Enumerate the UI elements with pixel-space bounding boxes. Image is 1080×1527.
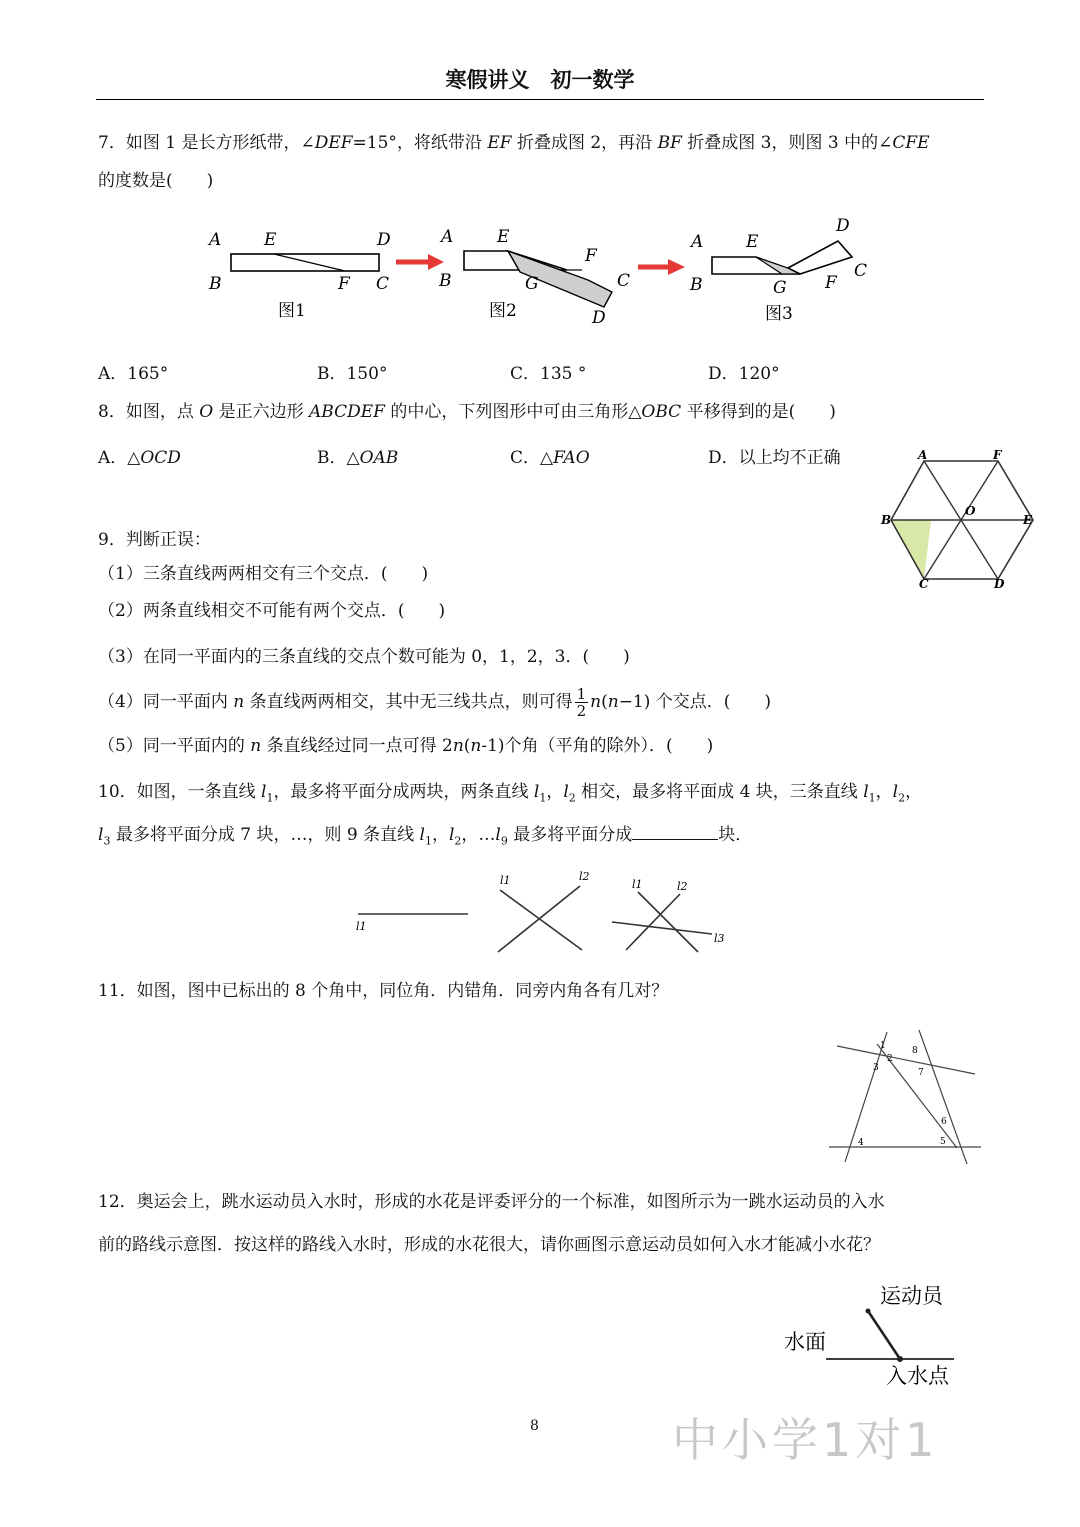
label-water-surface: 水面 <box>784 1330 826 1354</box>
svg-text:7: 7 <box>918 1068 924 1078</box>
fig3-caption: 图3 <box>765 304 793 324</box>
fig2-label-e: E <box>497 227 510 247</box>
arrow-icon <box>396 254 444 270</box>
header-divider <box>96 99 984 100</box>
q8-stem: 8．如图，点 O 是正六边形 ABCDEF 的中心，下列图形中可由三角形△OBC 平移得到的是( ) <box>98 402 836 422</box>
q8-hexagon-figure <box>876 446 1046 592</box>
q9-title: 9．判断正误： <box>98 530 211 550</box>
svg-text:l3: l3 <box>714 932 725 945</box>
fig3-label-c: C <box>854 261 868 281</box>
q9-item-3: （3）在同一平面内的三条直线的交点个数可能为 0，1，2，3．( ) <box>98 647 630 667</box>
fig3-label-g: G <box>773 278 787 298</box>
q12-dive-figure <box>778 1275 978 1395</box>
svg-text:2: 2 <box>887 1054 893 1064</box>
q12-line1: 12．奥运会上，跳水运动员入水时，形成的水花是评委评分的一个标准，如图所示为一跳水运动员的入水 <box>98 1192 885 1212</box>
answer-blank <box>632 823 718 840</box>
q7-option-a: A．165° <box>98 364 169 384</box>
fig2-label-d: D <box>592 308 606 328</box>
q9-item-1: （1）三条直线两两相交有三个交点．( ) <box>98 564 429 584</box>
q9-item-2: （2）两条直线相交不可能有两个交点．( ) <box>98 601 446 621</box>
q11-angles-figure <box>825 1020 985 1168</box>
q8-option-c: C．△FAO <box>510 448 590 468</box>
svg-text:l2: l2 <box>677 880 688 893</box>
svg-text:8: 8 <box>912 1046 918 1056</box>
q11-stem: 11．如图，图中已标出的 8 个角中，同位角．内错角．同旁内角各有几对？ <box>98 981 669 1001</box>
svg-text:D: D <box>994 577 1005 591</box>
label-entry-point: 入水点 <box>886 1364 949 1388</box>
q10-line2: $l_3$ 最多将平面分成 7 块，…，则 9 条直线 $l_1$，$l_2$，$\dots l_9$ 最多将平面分成 块． <box>98 825 753 848</box>
svg-text:4: 4 <box>858 1138 864 1148</box>
q8-option-a: A．△OCD <box>98 448 181 468</box>
q9-item-5: （5）同一平面内的 n 条直线经过同一点可得 2n(n-1)个角（平角的除外）．( ) <box>98 736 714 756</box>
q7-line2: 的度数是( ) <box>98 171 214 191</box>
fig2-label-c: C <box>617 271 631 291</box>
svg-text:l2: l2 <box>579 870 590 883</box>
fig3-label-f: F <box>825 273 837 293</box>
fig1-label-a: A <box>209 230 222 250</box>
svg-text:E: E <box>1023 513 1033 527</box>
fig1-caption: 图1 <box>278 301 306 321</box>
q10-lines-figure <box>350 864 740 956</box>
q7-figure-2 <box>438 227 630 328</box>
fig1-label-e: E <box>264 230 277 250</box>
svg-text:l1: l1 <box>632 878 643 891</box>
svg-text:l1: l1 <box>500 874 511 887</box>
page-number: 8 <box>530 1418 539 1434</box>
fig3-label-b: B <box>690 275 703 295</box>
fig2-label-f: F <box>585 246 597 266</box>
fig1-label-c: C <box>376 274 390 294</box>
fig2-label-b: B <box>439 271 452 291</box>
q7-figures <box>190 210 890 330</box>
q9-item-4: （4）同一平面内 n 条直线两两相交，其中无三线共点，则可得 $\frac{1}{2}$ n(n−1) 个交点．( ) <box>98 685 772 720</box>
watermark: 中小学1对1 <box>672 1413 939 1467</box>
q7-figure-3 <box>689 216 867 324</box>
arrow-icon <box>638 259 685 275</box>
fig1-label-d: D <box>377 230 391 250</box>
fraction-one-half: $\frac{1}{2}$ <box>576 685 587 720</box>
fig3-label-a: A <box>691 232 704 252</box>
svg-text:O: O <box>965 504 976 518</box>
fig1-label-f: F <box>338 274 350 294</box>
q7-figure-1 <box>207 230 391 321</box>
fig3-label-d: D <box>836 216 850 236</box>
fig1-label-b: B <box>209 274 222 294</box>
triangle-obc <box>891 520 931 579</box>
fig2-caption: 图2 <box>489 301 517 321</box>
q12-line2: 前的路线示意图．按这样的路线入水时，形成的水花很大，请你画图示意运动员如何入水才能减小水花？ <box>98 1235 880 1255</box>
q8-option-b: B．△OAB <box>317 448 399 468</box>
q7-option-c: C．135 ° <box>510 364 587 384</box>
svg-text:5: 5 <box>940 1137 946 1147</box>
q10-line1: 10．如图，一条直线 $l_1$，最多将平面分成两块，两条直线 $l_1$，$l_2$ 相交，最多将平面成 4 块，三条直线 $l_1$，$l_2$， <box>98 782 923 805</box>
q7-option-d: D．120° <box>708 364 780 384</box>
q7-line1: 7．如图 1 是长方形纸带，∠DEF=15°，将纸带沿 EF 折叠成图 2，再沿 BF 折叠成图 3，则图 3 中的∠CFE <box>98 133 930 153</box>
fig2-label-a: A <box>441 227 454 247</box>
fig2-label-g: G <box>525 274 539 294</box>
q8-option-d: D．以上均不正确 <box>708 448 841 468</box>
svg-text:3: 3 <box>873 1063 879 1073</box>
svg-text:1: 1 <box>880 1041 886 1051</box>
svg-text:C: C <box>919 577 929 591</box>
svg-text:l1: l1 <box>356 920 367 933</box>
svg-text:F: F <box>993 448 1002 462</box>
svg-text:A: A <box>918 448 928 462</box>
label-athlete: 运动员 <box>880 1284 943 1308</box>
page-title: 寒假讲义 初一数学 <box>445 68 635 92</box>
svg-text:B: B <box>881 513 892 527</box>
svg-text:6: 6 <box>941 1117 947 1127</box>
q7-option-b: B．150° <box>317 364 388 384</box>
fig3-label-e: E <box>746 232 759 252</box>
